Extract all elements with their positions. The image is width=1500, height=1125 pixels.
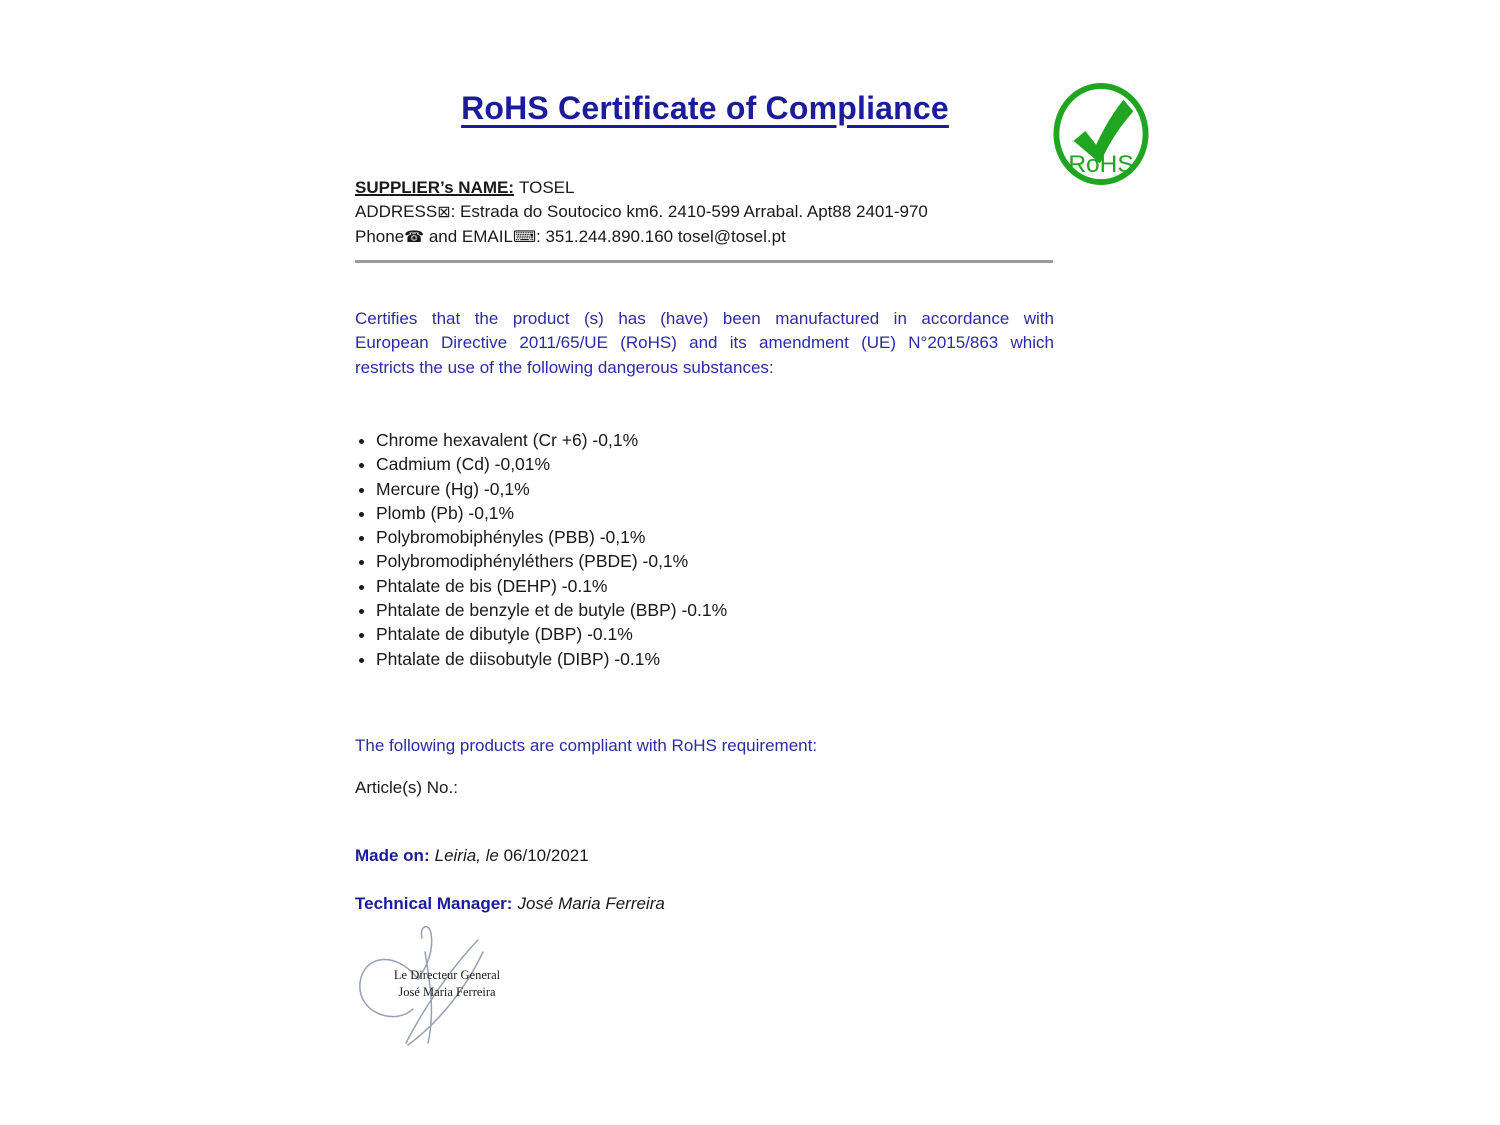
substance-item: • Phtalate de diisobutyle (DIBP) -0.1% [376, 647, 936, 671]
supplier-name-label: SUPPLIER’s NAME: [355, 178, 515, 197]
substance-item: • Cadmium (Cd) -0,01% [376, 452, 936, 476]
page-title: RoHS Certificate of Compliance [461, 90, 949, 126]
substance-item: • Phtalate de bis (DEHP) -0.1% [376, 574, 936, 598]
substance-item: • Plomb (Pb) -0,1% [376, 501, 936, 525]
made-on-label: Made on: [355, 846, 430, 865]
contact-value: : 351.244.890.160 tosel@tosel.pt [536, 227, 786, 246]
supplier-block [355, 176, 928, 250]
envelope-icon: ⊠ [437, 204, 451, 221]
supplier-name-value: TOSEL [519, 178, 575, 197]
logo-text: RoHS [1068, 151, 1134, 179]
substance-item: • Phtalate de dibutyle (DBP) -0.1% [376, 622, 936, 646]
supplier-contact-line [355, 225, 928, 250]
articles-label: Article(s) No.: [355, 778, 458, 797]
email-label: and EMAIL [424, 227, 513, 246]
technical-manager-label: Technical Manager: [355, 894, 513, 913]
certification-line-2: European Directive 2011/65/UE (RoHS) and its amendment (UE) N°2015/863 which [355, 333, 1054, 353]
address-label: ADDRESS [355, 202, 438, 221]
technical-manager-line [355, 894, 665, 914]
substances-list [358, 428, 936, 671]
substance-item: • Chrome hexavalent (Cr +6) -0,1% [376, 428, 936, 452]
computer-icon: ⌨ [512, 229, 537, 246]
signature-line-1: Le Directeur General [393, 968, 501, 982]
substance-item: • Polybromodiphényléthers (PBDE) -0,1% [376, 549, 936, 573]
compliance-statement: The following products are compliant with RoHS requirement: [355, 736, 818, 755]
supplier-name-line [355, 176, 928, 200]
certification-line-1: Certifies that the product (s) has (have) been manufactured in accordance with [355, 309, 1054, 328]
signature-block [350, 920, 525, 1058]
made-on-line [355, 846, 589, 866]
substance-item: • Polybromobiphényles (PBB) -0,1% [376, 525, 936, 549]
phone-icon: ☎ [404, 229, 425, 246]
technical-manager-name: José Maria Ferreira [517, 894, 665, 913]
address-value: : Estrada do Soutocico km6. 2410-599 Arrabal. Apt88 2401-970 [450, 202, 928, 221]
signature-text [386, 967, 508, 1001]
supplier-address-line [355, 200, 928, 225]
rohs-logo [1052, 82, 1150, 186]
phone-label: Phone [355, 227, 405, 246]
substance-item: • Mercure (Hg) -0,1% [376, 477, 936, 501]
signature-line-2: José Maria Ferreira [398, 985, 496, 999]
rohs-logo-graphic [1052, 82, 1150, 186]
made-on-date: 06/10/2021 [503, 846, 589, 865]
certification-paragraph [355, 307, 1054, 380]
certification-line-3: restricts the use of the following dangerous substances: [355, 357, 774, 377]
made-on-place: Leiria, le [434, 846, 504, 865]
horizontal-divider [355, 260, 1053, 263]
substance-item: • Phtalate de benzyle et de butyle (BBP) -0.1% [376, 598, 936, 622]
